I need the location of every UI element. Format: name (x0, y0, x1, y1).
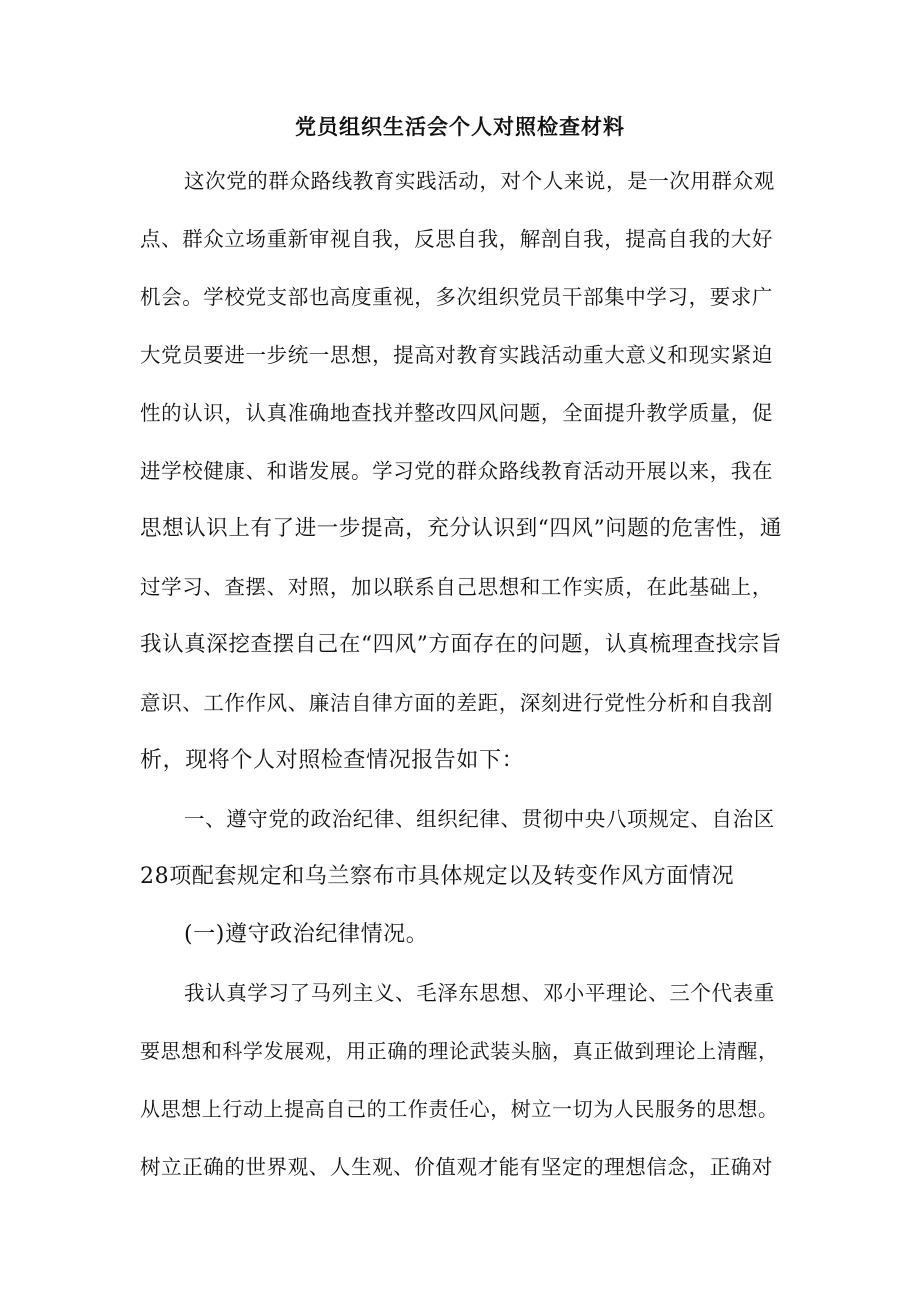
paragraph-line: 机会。学校党支部也高度重视，多次组织党员干部集中学习，要求广 (140, 285, 773, 309)
section-heading-line: 28项配套规定和乌兰察布市具体规定以及转变作风方面情况 (140, 864, 735, 889)
paragraph-line: 思想认识上有了进一步提高，充分认识到“四风”问题的危害性，通 (140, 516, 782, 541)
paragraph-line: 从思想上行动上提高自己的工作责任心，树立一切为人民服务的思想。 (140, 1097, 779, 1121)
paragraph-line: 性的认识，认真准确地查找并整改四风问题，全面提升教学质量，促 (140, 401, 773, 425)
paragraph-line: 进学校健康、和谐发展。学习党的群众路线教育活动开展以来，我在 (140, 459, 773, 483)
paragraph-line: 这次党的群众路线教育实践活动，对个人来说，是一次用群众观 (184, 169, 775, 193)
subsection-heading: (一)遵守政治纪律情况。 (184, 922, 429, 947)
paragraph-line: 我认真深挖查摆自己在“四风”方面存在的问题，认真梳理查找宗旨 (140, 632, 782, 657)
paragraph-line: 要思想和科学发展观，用正确的理论武装头脑，真正做到理论上清醒， (140, 1039, 779, 1063)
paragraph-line: 点、群众立场重新审视自我，反思自我，解剖自我，提高自我的大好 (140, 227, 773, 251)
paragraph-line: 意识、工作作风、廉洁自律方面的差距，深刻进行党性分析和自我剖 (140, 691, 773, 715)
paragraph-line: 过学习、查摆、对照，加以联系自己思想和工作实质，在此基础上， (140, 575, 773, 599)
paragraph-line: 树立正确的世界观、人生观、价值观才能有坚定的理想信念，正确对 (140, 1155, 773, 1179)
paragraph-line: 大党员要进一步统一思想，提高对教育实践活动重大意义和现实紧迫 (140, 343, 773, 367)
document-title: 党员组织生活会个人对照检查材料 (295, 114, 625, 139)
paragraph-line: 我认真学习了马列主义、毛泽东思想、邓小平理论、三个代表重 (184, 981, 775, 1005)
section-heading-line: 一、遵守党的政治纪律、组织纪律、贯彻中央八项规定、自治区 (184, 807, 775, 831)
paragraph-line: 析，现将个人对照检查情况报告如下： (140, 748, 525, 773)
